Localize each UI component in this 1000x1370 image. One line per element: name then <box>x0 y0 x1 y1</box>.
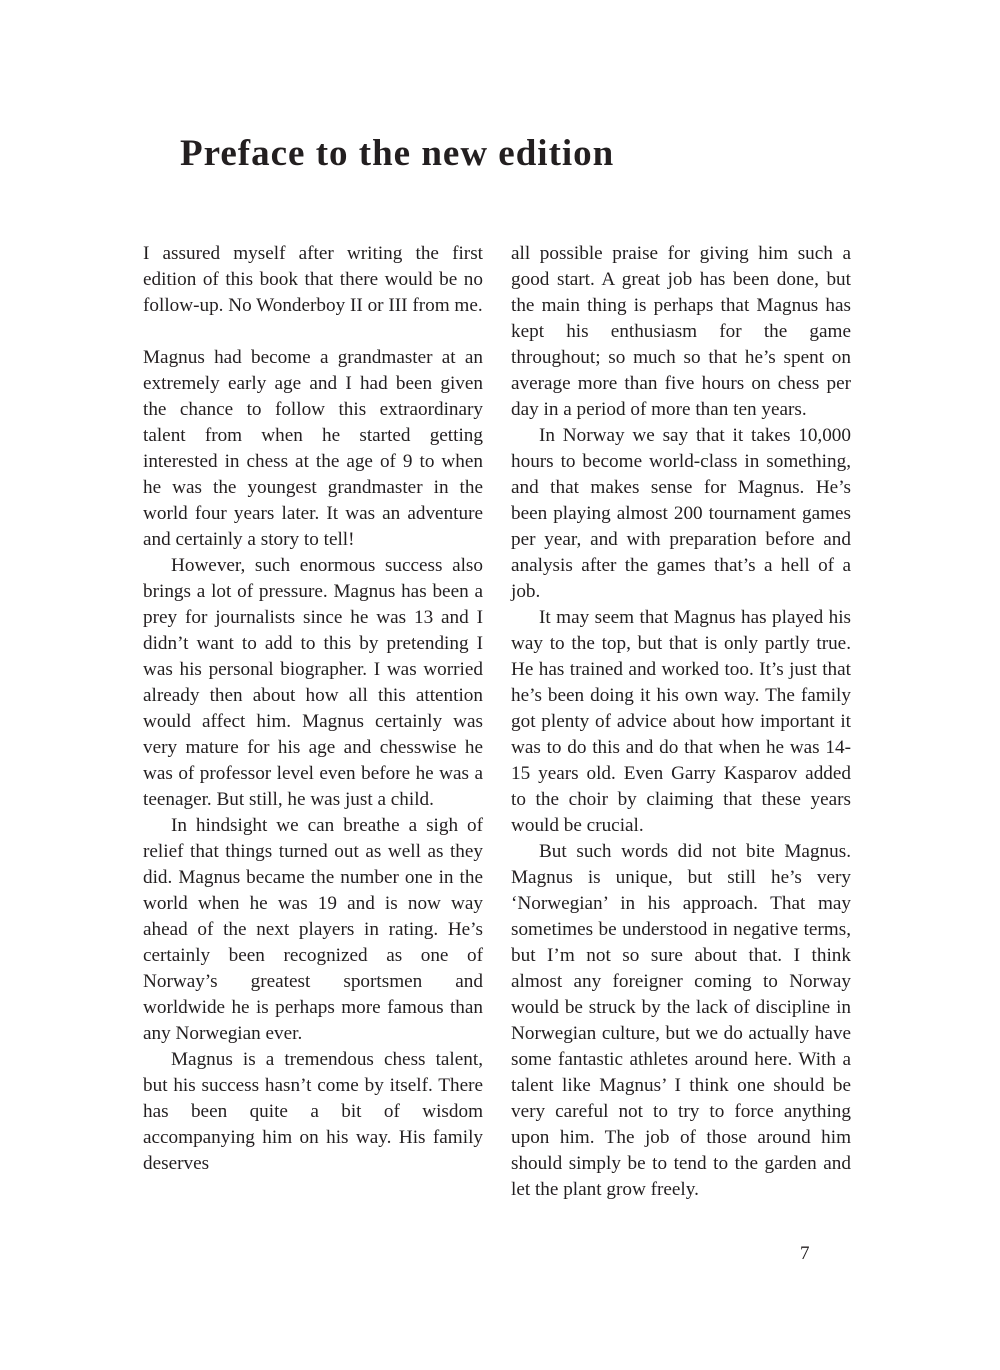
paragraph: Magnus had become a grandmaster at an extremely early age and I had been given the chance to follow this extraordinary talent from when he started getting interested in chess at the age of 9 to when he was the youngest grandmaster in the world four years later. It was an adventure and certainly a story to tell! <box>143 347 483 550</box>
paragraph: But such words did not bite Magnus. Magnus is unique, but still he’s very ‘Norwegian’ in his approach. That may sometimes be understood in negative terms, but I’m not so sure about that. I think almost any foreigner coming to Norway would be struck by the lack of discipline in Norwegian culture, but we do actually have some fantastic athletes around here. With a talent like Magnus’ I think one should be very careful not to try to force anything upon him. The job of those around him should simply be to tend to the garden and let the plant grow freely. <box>511 841 851 1200</box>
page-title: Preface to the new edition <box>180 133 615 174</box>
paragraph: However, such enormous success also brings a lot of pressure. Magnus has been a prey for journalists since he was 13 and I didn’t want to add to this by pretending I was his personal biographer. I was worried already then about how all this attention would affect him. Magnus certainly was very mature for his age and chesswise he was of professor level even before he was a teenager. But still, he was just a child. <box>143 555 483 810</box>
paragraph: In Norway we say that it takes 10,000 hours to become world-class in something, and that makes sense for Magnus. He’s been playing almost 200 tournament games per year, and with preparation before and analysis after the games that’s a hell of a job. <box>511 425 851 602</box>
paragraph: I assured myself after writing the first edition of this book that there would be no follow-up. No Wonderboy II or III from me. <box>143 243 483 316</box>
left-text-column <box>143 241 483 1177</box>
right-text-column <box>511 241 851 1203</box>
paragraph: all possible praise for giving him such a good start. A great job has been done, but the main thing is perhaps that Magnus has kept his enthusiasm for the game throughout; so much so that he’s spent on average more than five hours on chess per day in a period of more than ten years. <box>511 243 851 420</box>
paragraph: It may seem that Magnus has played his way to the top, but that is only partly true. He has trained and worked too. It’s just that he’s been doing it his own way. The family got plenty of advice about how important it was to do this and do that when he was 14-15 years old. Even Garry Kasparov added to the choir by claiming that these years would be crucial. <box>511 607 851 836</box>
page-number: 7 <box>800 1243 810 1264</box>
paragraph: Magnus is a tremendous chess talent, but his success hasn’t come by itself. There has been quite a bit of wisdom accompanying him on his way. His family deserves <box>143 1049 483 1174</box>
paragraph: In hindsight we can breathe a sigh of relief that things turned out as well as they did. Magnus became the number one in the world when he was 19 and is now way ahead of the next players in rating. He’s certainly been recognized as one of Norway’s greatest sportsmen and worldwide he is perhaps more famous than any Norwegian ever. <box>143 815 483 1044</box>
